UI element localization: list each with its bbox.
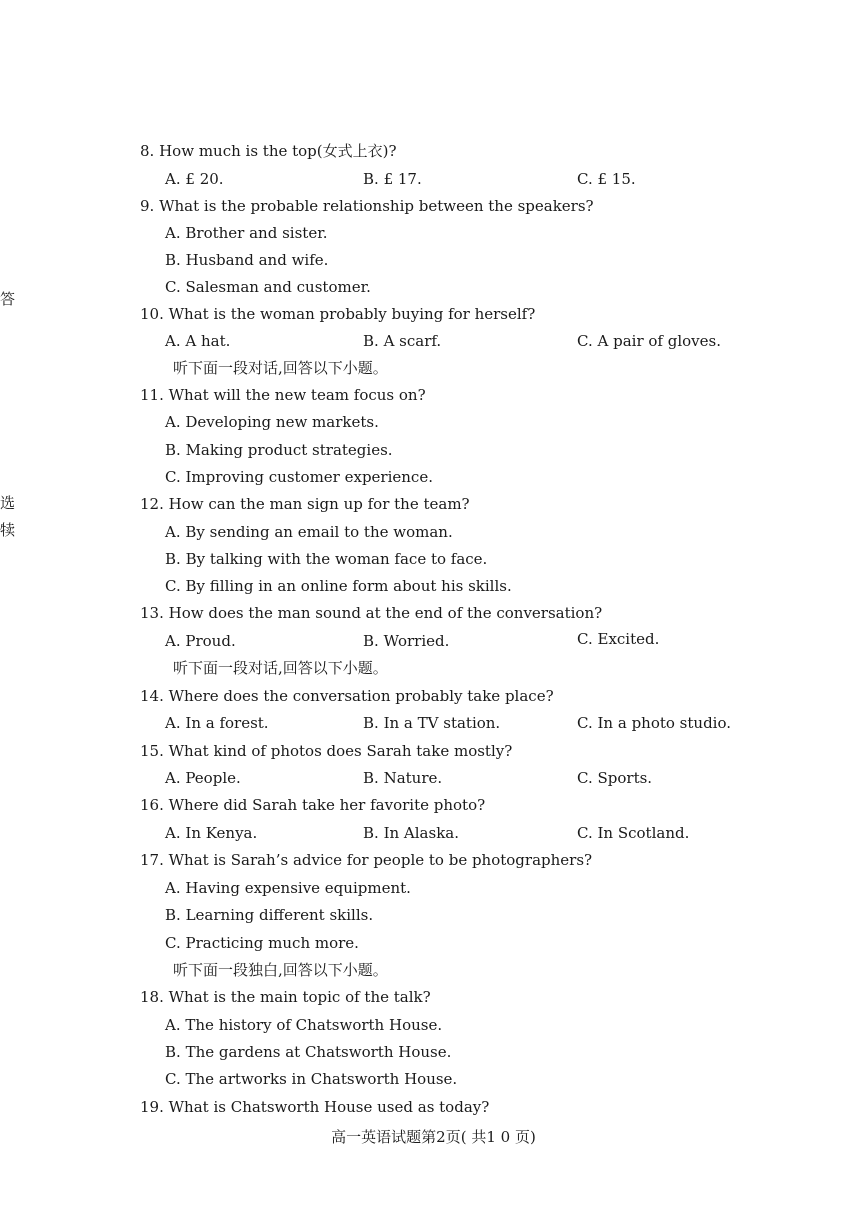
option-16c: C. In Scotland. xyxy=(577,824,690,842)
option-18b: B. The gardens at Chatsworth House. xyxy=(165,1043,452,1061)
option-8a: A. £ 20. xyxy=(165,170,224,188)
question-11: 11. What will the new team focus on? xyxy=(140,386,426,404)
option-9b: B. Husband and wife. xyxy=(165,251,329,269)
option-10c: C. A pair of gloves. xyxy=(577,332,721,350)
question-9: 9. What is the probable relationship between the speakers? xyxy=(140,197,594,215)
option-15a: A. People. xyxy=(165,769,241,787)
edge-mark-1: 答 xyxy=(0,290,16,308)
option-9c: C. Salesman and customer. xyxy=(165,278,371,296)
option-15c: C. Sports. xyxy=(577,769,653,787)
option-17c: C. Practicing much more. xyxy=(165,934,359,952)
question-14: 14. Where does the conversation probably take place? xyxy=(140,687,554,705)
option-13c: C. Excited. xyxy=(577,630,660,648)
option-12a: A. By sending an email to the woman. xyxy=(165,523,453,541)
instruction-monologue: 听下面一段独白,回答以下小题。 xyxy=(173,961,388,979)
option-10b: B. A scarf. xyxy=(363,332,442,350)
option-18c: C. The artworks in Chatsworth House. xyxy=(165,1070,458,1088)
option-11c: C. Improving customer experience. xyxy=(165,468,433,486)
option-15b: B. Nature. xyxy=(363,769,443,787)
option-14c: C. In a photo studio. xyxy=(577,714,732,732)
option-17a: A. Having expensive equipment. xyxy=(165,879,411,897)
option-16a: A. In Kenya. xyxy=(165,824,258,842)
option-13b: B. Worried. xyxy=(363,632,450,650)
option-18a: A. The history of Chatsworth House. xyxy=(165,1016,443,1034)
option-17b: B. Learning different skills. xyxy=(165,906,374,924)
question-13: 13. How does the man sound at the end of the conversation? xyxy=(140,604,603,622)
question-8: 8. How much is the top(女式上衣)? xyxy=(140,142,397,160)
option-14a: A. In a forest. xyxy=(165,714,269,732)
question-10: 10. What is the woman probably buying for herself? xyxy=(140,305,536,323)
option-10a: A. A hat. xyxy=(165,332,231,350)
instruction-dialogue-1: 听下面一段对话,回答以下小题。 xyxy=(173,359,388,377)
edge-mark-3: 犊 xyxy=(0,521,16,539)
option-8b: B. £ 17. xyxy=(363,170,422,188)
question-16: 16. Where did Sarah take her favorite photo? xyxy=(140,796,486,814)
question-19: 19. What is Chatsworth House used as today? xyxy=(140,1098,490,1116)
question-15: 15. What kind of photos does Sarah take mostly? xyxy=(140,742,513,760)
question-17: 17. What is Sarah’s advice for people to be photographers? xyxy=(140,851,593,869)
option-13a: A. Proud. xyxy=(165,632,236,650)
page-footer: 高一英语试题第2页( 共1 0 页) xyxy=(331,1128,536,1146)
option-9a: A. Brother and sister. xyxy=(165,224,328,242)
option-11a: A. Developing new markets. xyxy=(165,413,379,431)
option-12b: B. By talking with the woman face to face. xyxy=(165,550,488,568)
question-12: 12. How can the man sign up for the team? xyxy=(140,495,470,513)
option-8c: C. £ 15. xyxy=(577,170,636,188)
option-12c: C. By filling in an online form about his skills. xyxy=(165,577,512,595)
option-14b: B. In a TV station. xyxy=(363,714,501,732)
option-11b: B. Making product strategies. xyxy=(165,441,393,459)
edge-mark-2: 选 xyxy=(0,494,16,512)
option-16b: B. In Alaska. xyxy=(363,824,460,842)
question-18: 18. What is the main topic of the talk? xyxy=(140,988,431,1006)
instruction-dialogue-2: 听下面一段对话,回答以下小题。 xyxy=(173,659,388,677)
